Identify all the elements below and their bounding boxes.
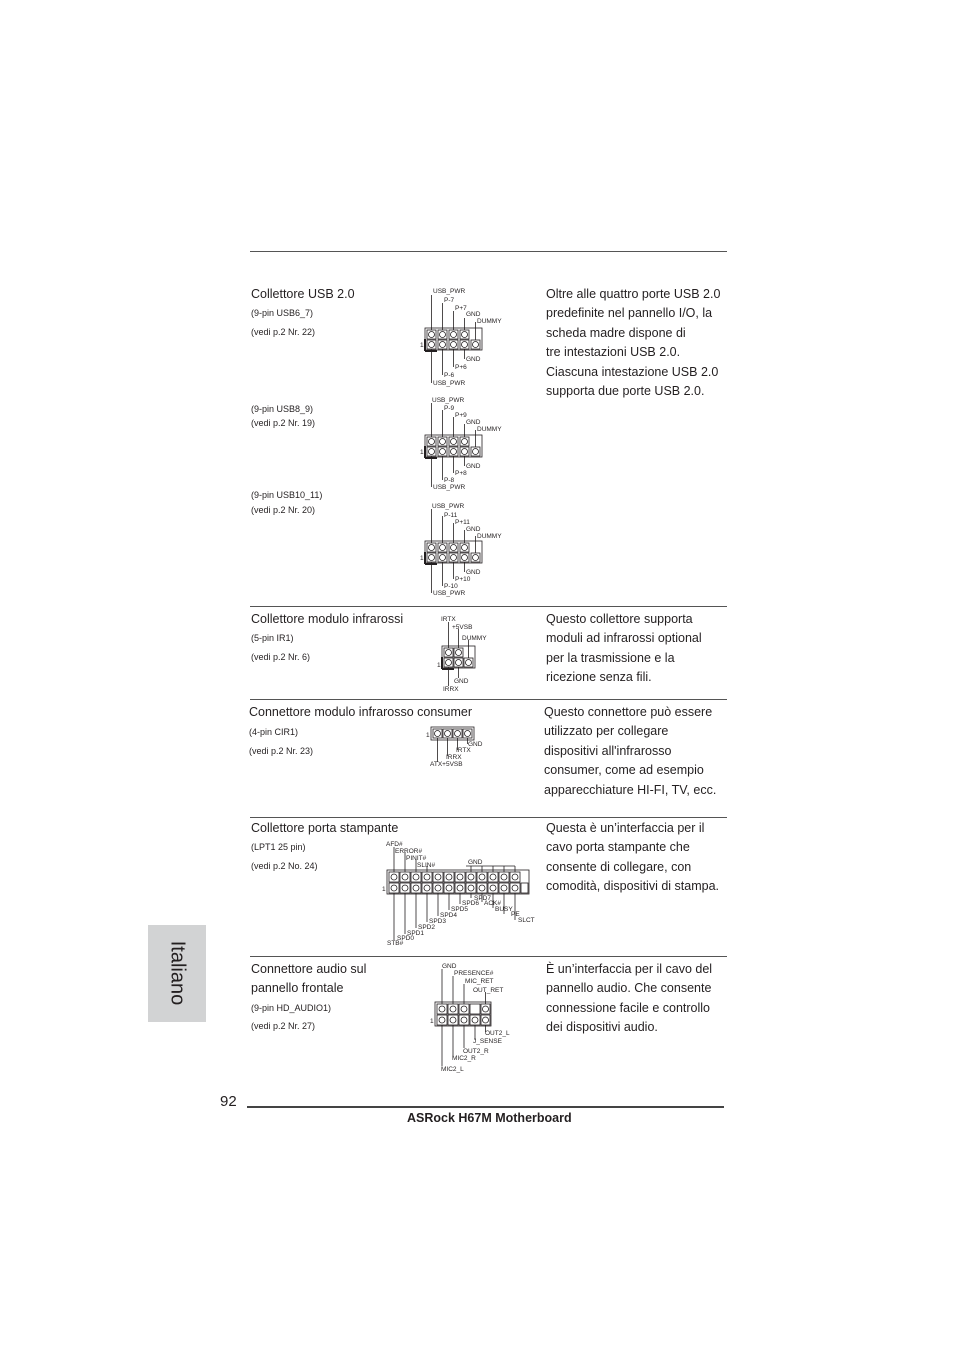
audio-pins: (9-pin HD_AUDIO1) [251, 1003, 332, 1013]
usb67-pinout-diagram [415, 285, 515, 390]
label: SPD2 [418, 924, 435, 931]
usb1011-ref: (vedi p.2 Nr. 20) [251, 505, 316, 515]
language-label: Italiano [166, 940, 189, 1006]
label: PRESENCE# [454, 970, 494, 977]
usb89-pinout-diagram [415, 394, 515, 494]
section-divider [250, 956, 727, 957]
pin1-label: 1 [426, 732, 430, 739]
label: GND [468, 741, 483, 748]
label: IRRX [446, 754, 462, 761]
label: DUMMY [477, 426, 502, 433]
label: GND [466, 526, 481, 533]
label: SLIN# [417, 862, 436, 869]
cir-pins: (4-pin CIR1) [249, 727, 299, 737]
usb1011-pinout-diagram [415, 500, 515, 600]
section-divider [250, 699, 727, 700]
label: MIC2_R [452, 1055, 476, 1062]
label: GND [442, 963, 457, 970]
label: SPD7 [474, 895, 491, 902]
label: ERROR# [395, 848, 423, 855]
label: PE [511, 911, 520, 918]
label: IRTX [456, 747, 471, 754]
section-divider [250, 817, 727, 818]
label: +5VSB [452, 624, 473, 631]
label: USB_PWR [433, 484, 466, 491]
lpt-pinout-diagram [378, 836, 538, 948]
label: GND [466, 311, 481, 318]
label: IRTX [441, 616, 456, 623]
audio-description: È un’interfaccia per il cavo del pannello audio. Che consente connessione facile e controllo dei dispositivi audio. [546, 962, 713, 1035]
usb89-pins: (9-pin USB8_9) [251, 404, 314, 414]
label: P+7 [455, 305, 467, 312]
pin1-label: 1 [420, 555, 424, 562]
label: P-9 [444, 405, 455, 412]
usb-header-title: Collettore USB 2.0 [251, 287, 355, 301]
usb89-ref: (vedi p.2 Nr. 19) [251, 418, 316, 428]
language-side-tab [148, 925, 206, 1022]
ir-ref: (vedi p.2 Nr. 6) [251, 652, 311, 662]
label: IRRX [443, 686, 459, 693]
usb1011-pins: (9-pin USB10_11) [251, 490, 323, 500]
label: SPD5 [451, 906, 468, 913]
label: P+10 [455, 576, 471, 583]
usb67-ref: (vedi p.2 Nr. 22) [251, 327, 316, 337]
top-rule [250, 251, 727, 252]
lpt-pins: (LPT1 25 pin) [251, 842, 306, 852]
cir-pinout-diagram [422, 722, 502, 772]
label: DUMMY [477, 318, 502, 325]
label: BUSY [495, 906, 513, 913]
label: GND [466, 463, 481, 470]
label: PINIT# [406, 855, 427, 862]
label: USB_PWR [433, 590, 466, 597]
lpt-header-title: Collettore porta stampante [251, 821, 399, 835]
label: GND [468, 859, 483, 866]
footer-rule [247, 1106, 724, 1108]
footer-product-name: ASRock H67M Motherboard [407, 1111, 572, 1125]
label: P-11 [444, 512, 458, 519]
label: SPD6 [462, 900, 479, 907]
label: USB_PWR [432, 503, 465, 510]
pin1-label: 1 [420, 342, 424, 349]
audio-header-title: Connettore audio sul pannello frontale [251, 962, 367, 995]
label: P-10 [444, 583, 458, 590]
usb67-pins: (9-pin USB6_7) [251, 308, 314, 318]
audio-ref: (vedi p.2 Nr. 27) [251, 1021, 316, 1031]
cir-header-title: Connettore modulo infrarosso consumer [249, 705, 473, 719]
page-number: 92 [220, 1093, 237, 1110]
label: STB# [387, 940, 404, 947]
label: OUT_RET [473, 987, 504, 994]
label: SPD0 [397, 935, 414, 942]
label: P-8 [444, 477, 455, 484]
lpt-description: Questa è un’interfaccia per il cavo porta stampante che consente di collegare, con comodità, dispositivi di stampa. [546, 821, 719, 894]
label: J_SENSE [473, 1038, 502, 1045]
label: SPD4 [440, 912, 457, 919]
label: P-6 [444, 372, 455, 379]
label: P+9 [455, 412, 467, 419]
lpt-ref: (vedi p.2 No. 24) [251, 861, 318, 871]
pin1-label: 1 [437, 662, 441, 669]
cir-ref: (vedi p.2 Nr. 23) [249, 746, 314, 756]
label: OUT2_R [463, 1048, 489, 1055]
label: GND [466, 569, 481, 576]
label: ACK# [484, 900, 501, 907]
pin1-label: 1 [420, 449, 424, 456]
label: ATX+5VSB [430, 761, 463, 768]
label: SLCT [518, 917, 535, 924]
cir-description: Questo connettore può essere utilizzato per collegare dispositivi all'infrarosso consumer, come ad esempio apparecchiature HI-FI, TV, ecc. [544, 705, 717, 797]
pin1-label: 1 [382, 886, 386, 893]
ir-description: Questo collettore supporta moduli ad infrarossi optional per la trasmissione e la ricezione senza fili. [546, 612, 702, 685]
ir-header-title: Collettore modulo infrarossi [251, 612, 404, 626]
ir-pins: (5-pin IR1) [251, 633, 294, 643]
label: AFD# [386, 841, 403, 848]
label: GND [466, 356, 481, 363]
label: DUMMY [462, 635, 487, 642]
label: USB_PWR [433, 288, 466, 295]
usb-description: Oltre alle quattro porte USB 2.0 predefinite nel pannello I/O, la scheda madre dispone di tre intestazioni USB 2.0. Ciascuna intestazione USB 2.0 supporta due porte USB 2.0. [546, 287, 721, 399]
section-divider [250, 606, 727, 607]
audio-pinout-diagram [425, 959, 525, 1075]
label: SPD3 [429, 918, 446, 925]
label: MIC_RET [465, 978, 494, 985]
label: P+11 [455, 519, 470, 526]
label: GND [454, 678, 469, 685]
label: P+8 [455, 470, 467, 477]
pin1-label: 1 [430, 1018, 434, 1025]
label: GND [466, 419, 481, 426]
label: OUT2_L [485, 1030, 510, 1037]
label: P+6 [455, 364, 467, 371]
label: SPD1 [407, 930, 424, 937]
ir-pinout-diagram [432, 612, 512, 694]
label: P-7 [444, 297, 455, 304]
label: DUMMY [477, 533, 502, 540]
label: MIC2_L [441, 1066, 464, 1073]
label: USB_PWR [432, 397, 465, 404]
label: USB_PWR [433, 380, 466, 387]
